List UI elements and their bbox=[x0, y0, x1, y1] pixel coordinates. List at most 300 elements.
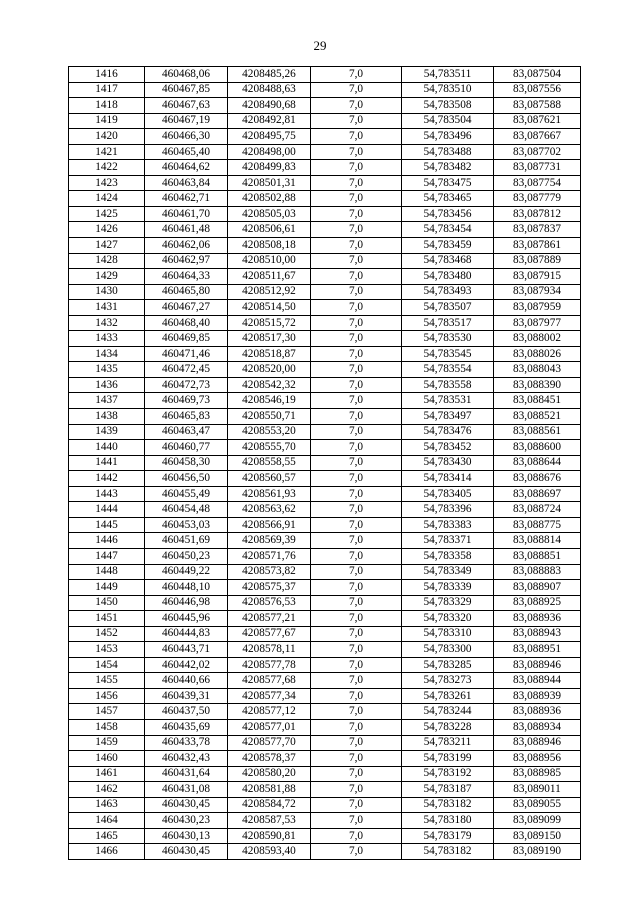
longitude-cell: 83,087934 bbox=[494, 284, 581, 300]
table-row bbox=[69, 486, 581, 502]
x-coordinate-cell: 460430,13 bbox=[145, 828, 228, 844]
value-cell: 7,0 bbox=[311, 455, 402, 471]
longitude-cell: 83,088600 bbox=[494, 440, 581, 456]
point-number-cell: 1450 bbox=[69, 595, 145, 611]
longitude-cell: 83,089055 bbox=[494, 797, 581, 813]
table-row bbox=[69, 782, 581, 798]
value-cell: 7,0 bbox=[311, 719, 402, 735]
point-number-cell: 1437 bbox=[69, 393, 145, 409]
y-coordinate-cell: 4208578,37 bbox=[228, 751, 311, 767]
y-coordinate-cell: 4208490,68 bbox=[228, 98, 311, 114]
value-cell: 7,0 bbox=[311, 440, 402, 456]
value-cell: 7,0 bbox=[311, 844, 402, 860]
latitude-cell: 54,783488 bbox=[402, 144, 494, 160]
table-row bbox=[69, 580, 581, 596]
point-number-cell: 1441 bbox=[69, 455, 145, 471]
table-row bbox=[69, 175, 581, 191]
longitude-cell: 83,088814 bbox=[494, 533, 581, 549]
longitude-cell: 83,087731 bbox=[494, 160, 581, 176]
value-cell: 7,0 bbox=[311, 113, 402, 129]
x-coordinate-cell: 460454,48 bbox=[145, 502, 228, 518]
table-row bbox=[69, 704, 581, 720]
table-row bbox=[69, 222, 581, 238]
table-row bbox=[69, 766, 581, 782]
longitude-cell: 83,087889 bbox=[494, 253, 581, 269]
table-row bbox=[69, 595, 581, 611]
x-coordinate-cell: 460464,62 bbox=[145, 160, 228, 176]
value-cell: 7,0 bbox=[311, 688, 402, 704]
table-row bbox=[69, 206, 581, 222]
point-number-cell: 1433 bbox=[69, 331, 145, 347]
value-cell: 7,0 bbox=[311, 67, 402, 83]
table-row bbox=[69, 191, 581, 207]
table-row bbox=[69, 657, 581, 673]
x-coordinate-cell: 460446,98 bbox=[145, 595, 228, 611]
y-coordinate-cell: 4208581,88 bbox=[228, 782, 311, 798]
latitude-cell: 54,783459 bbox=[402, 238, 494, 254]
latitude-cell: 54,783531 bbox=[402, 393, 494, 409]
y-coordinate-cell: 4208515,72 bbox=[228, 315, 311, 331]
x-coordinate-cell: 460463,47 bbox=[145, 424, 228, 440]
table-row bbox=[69, 393, 581, 409]
y-coordinate-cell: 4208577,12 bbox=[228, 704, 311, 720]
latitude-cell: 54,783511 bbox=[402, 67, 494, 83]
point-number-cell: 1429 bbox=[69, 269, 145, 285]
table-row bbox=[69, 471, 581, 487]
longitude-cell: 83,088951 bbox=[494, 642, 581, 658]
y-coordinate-cell: 4208488,63 bbox=[228, 82, 311, 98]
x-coordinate-cell: 460431,08 bbox=[145, 782, 228, 798]
value-cell: 7,0 bbox=[311, 704, 402, 720]
x-coordinate-cell: 460430,45 bbox=[145, 797, 228, 813]
latitude-cell: 54,783497 bbox=[402, 409, 494, 425]
point-number-cell: 1448 bbox=[69, 564, 145, 580]
table-row bbox=[69, 269, 581, 285]
x-coordinate-cell: 460431,64 bbox=[145, 766, 228, 782]
longitude-cell: 83,088002 bbox=[494, 331, 581, 347]
longitude-cell: 83,088644 bbox=[494, 455, 581, 471]
point-number-cell: 1435 bbox=[69, 362, 145, 378]
value-cell: 7,0 bbox=[311, 766, 402, 782]
table-row bbox=[69, 548, 581, 564]
x-coordinate-cell: 460463,84 bbox=[145, 175, 228, 191]
latitude-cell: 54,783349 bbox=[402, 564, 494, 580]
point-number-cell: 1455 bbox=[69, 673, 145, 689]
point-number-cell: 1452 bbox=[69, 626, 145, 642]
point-number-cell: 1447 bbox=[69, 548, 145, 564]
point-number-cell: 1432 bbox=[69, 315, 145, 331]
longitude-cell: 83,088956 bbox=[494, 751, 581, 767]
table-row bbox=[69, 533, 581, 549]
x-coordinate-cell: 460451,69 bbox=[145, 533, 228, 549]
point-number-cell: 1454 bbox=[69, 657, 145, 673]
latitude-cell: 54,783383 bbox=[402, 517, 494, 533]
value-cell: 7,0 bbox=[311, 502, 402, 518]
table-row bbox=[69, 238, 581, 254]
x-coordinate-cell: 460442,02 bbox=[145, 657, 228, 673]
point-number-cell: 1445 bbox=[69, 517, 145, 533]
latitude-cell: 54,783468 bbox=[402, 253, 494, 269]
point-number-cell: 1421 bbox=[69, 144, 145, 160]
longitude-cell: 83,087504 bbox=[494, 67, 581, 83]
point-number-cell: 1464 bbox=[69, 813, 145, 829]
y-coordinate-cell: 4208576,53 bbox=[228, 595, 311, 611]
y-coordinate-cell: 4208580,20 bbox=[228, 766, 311, 782]
value-cell: 7,0 bbox=[311, 238, 402, 254]
x-coordinate-cell: 460430,23 bbox=[145, 813, 228, 829]
point-number-cell: 1431 bbox=[69, 300, 145, 316]
x-coordinate-cell: 460465,83 bbox=[145, 409, 228, 425]
y-coordinate-cell: 4208558,55 bbox=[228, 455, 311, 471]
x-coordinate-cell: 460468,06 bbox=[145, 67, 228, 83]
longitude-cell: 83,088697 bbox=[494, 486, 581, 502]
longitude-cell: 83,088939 bbox=[494, 688, 581, 704]
table-row bbox=[69, 673, 581, 689]
point-number-cell: 1446 bbox=[69, 533, 145, 549]
x-coordinate-cell: 460433,78 bbox=[145, 735, 228, 751]
longitude-cell: 83,087915 bbox=[494, 269, 581, 285]
x-coordinate-cell: 460456,50 bbox=[145, 471, 228, 487]
longitude-cell: 83,088946 bbox=[494, 657, 581, 673]
x-coordinate-cell: 460462,06 bbox=[145, 238, 228, 254]
table-row bbox=[69, 253, 581, 269]
latitude-cell: 54,783507 bbox=[402, 300, 494, 316]
y-coordinate-cell: 4208590,81 bbox=[228, 828, 311, 844]
x-coordinate-cell: 460472,45 bbox=[145, 362, 228, 378]
longitude-cell: 83,088390 bbox=[494, 377, 581, 393]
point-number-cell: 1459 bbox=[69, 735, 145, 751]
y-coordinate-cell: 4208501,31 bbox=[228, 175, 311, 191]
point-number-cell: 1418 bbox=[69, 98, 145, 114]
point-number-cell: 1428 bbox=[69, 253, 145, 269]
table-row bbox=[69, 611, 581, 627]
y-coordinate-cell: 4208577,67 bbox=[228, 626, 311, 642]
y-coordinate-cell: 4208518,87 bbox=[228, 346, 311, 362]
value-cell: 7,0 bbox=[311, 253, 402, 269]
latitude-cell: 54,783545 bbox=[402, 346, 494, 362]
value-cell: 7,0 bbox=[311, 393, 402, 409]
point-number-cell: 1430 bbox=[69, 284, 145, 300]
latitude-cell: 54,783300 bbox=[402, 642, 494, 658]
table-row bbox=[69, 331, 581, 347]
table-row bbox=[69, 517, 581, 533]
value-cell: 7,0 bbox=[311, 175, 402, 191]
latitude-cell: 54,783228 bbox=[402, 719, 494, 735]
table-row bbox=[69, 129, 581, 145]
point-number-cell: 1416 bbox=[69, 67, 145, 83]
value-cell: 7,0 bbox=[311, 160, 402, 176]
value-cell: 7,0 bbox=[311, 284, 402, 300]
table-row bbox=[69, 626, 581, 642]
point-number-cell: 1427 bbox=[69, 238, 145, 254]
table-row bbox=[69, 813, 581, 829]
y-coordinate-cell: 4208512,92 bbox=[228, 284, 311, 300]
latitude-cell: 54,783179 bbox=[402, 828, 494, 844]
x-coordinate-cell: 460460,77 bbox=[145, 440, 228, 456]
point-number-cell: 1423 bbox=[69, 175, 145, 191]
value-cell: 7,0 bbox=[311, 642, 402, 658]
point-number-cell: 1463 bbox=[69, 797, 145, 813]
point-number-cell: 1425 bbox=[69, 206, 145, 222]
x-coordinate-cell: 460450,23 bbox=[145, 548, 228, 564]
x-coordinate-cell: 460453,03 bbox=[145, 517, 228, 533]
table-row bbox=[69, 735, 581, 751]
value-cell: 7,0 bbox=[311, 471, 402, 487]
y-coordinate-cell: 4208587,53 bbox=[228, 813, 311, 829]
table-row bbox=[69, 844, 581, 860]
value-cell: 7,0 bbox=[311, 486, 402, 502]
value-cell: 7,0 bbox=[311, 129, 402, 145]
longitude-cell: 83,088724 bbox=[494, 502, 581, 518]
table-row bbox=[69, 440, 581, 456]
x-coordinate-cell: 460437,50 bbox=[145, 704, 228, 720]
longitude-cell: 83,088946 bbox=[494, 735, 581, 751]
y-coordinate-cell: 4208508,18 bbox=[228, 238, 311, 254]
x-coordinate-cell: 460430,45 bbox=[145, 844, 228, 860]
y-coordinate-cell: 4208560,57 bbox=[228, 471, 311, 487]
coordinates-table bbox=[68, 66, 581, 860]
y-coordinate-cell: 4208510,00 bbox=[228, 253, 311, 269]
point-number-cell: 1462 bbox=[69, 782, 145, 798]
longitude-cell: 83,087667 bbox=[494, 129, 581, 145]
table-row bbox=[69, 113, 581, 129]
x-coordinate-cell: 460435,69 bbox=[145, 719, 228, 735]
latitude-cell: 54,783482 bbox=[402, 160, 494, 176]
latitude-cell: 54,783496 bbox=[402, 129, 494, 145]
value-cell: 7,0 bbox=[311, 828, 402, 844]
y-coordinate-cell: 4208498,00 bbox=[228, 144, 311, 160]
table-row bbox=[69, 828, 581, 844]
longitude-cell: 83,087754 bbox=[494, 175, 581, 191]
longitude-cell: 83,089099 bbox=[494, 813, 581, 829]
y-coordinate-cell: 4208578,11 bbox=[228, 642, 311, 658]
value-cell: 7,0 bbox=[311, 315, 402, 331]
x-coordinate-cell: 460469,73 bbox=[145, 393, 228, 409]
latitude-cell: 54,783396 bbox=[402, 502, 494, 518]
table-row bbox=[69, 502, 581, 518]
x-coordinate-cell: 460444,83 bbox=[145, 626, 228, 642]
longitude-cell: 83,088043 bbox=[494, 362, 581, 378]
y-coordinate-cell: 4208571,76 bbox=[228, 548, 311, 564]
longitude-cell: 83,088907 bbox=[494, 580, 581, 596]
point-number-cell: 1451 bbox=[69, 611, 145, 627]
longitude-cell: 83,087812 bbox=[494, 206, 581, 222]
x-coordinate-cell: 460445,96 bbox=[145, 611, 228, 627]
longitude-cell: 83,088925 bbox=[494, 595, 581, 611]
x-coordinate-cell: 460467,19 bbox=[145, 113, 228, 129]
y-coordinate-cell: 4208577,70 bbox=[228, 735, 311, 751]
longitude-cell: 83,087959 bbox=[494, 300, 581, 316]
point-number-cell: 1458 bbox=[69, 719, 145, 735]
latitude-cell: 54,783320 bbox=[402, 611, 494, 627]
latitude-cell: 54,783508 bbox=[402, 98, 494, 114]
value-cell: 7,0 bbox=[311, 595, 402, 611]
point-number-cell: 1422 bbox=[69, 160, 145, 176]
latitude-cell: 54,783554 bbox=[402, 362, 494, 378]
table-row bbox=[69, 98, 581, 114]
value-cell: 7,0 bbox=[311, 548, 402, 564]
y-coordinate-cell: 4208566,91 bbox=[228, 517, 311, 533]
longitude-cell: 83,087702 bbox=[494, 144, 581, 160]
y-coordinate-cell: 4208577,78 bbox=[228, 657, 311, 673]
longitude-cell: 83,088851 bbox=[494, 548, 581, 564]
longitude-cell: 83,088883 bbox=[494, 564, 581, 580]
value-cell: 7,0 bbox=[311, 377, 402, 393]
point-number-cell: 1457 bbox=[69, 704, 145, 720]
longitude-cell: 83,088936 bbox=[494, 611, 581, 627]
latitude-cell: 54,783476 bbox=[402, 424, 494, 440]
latitude-cell: 54,783430 bbox=[402, 455, 494, 471]
latitude-cell: 54,783371 bbox=[402, 533, 494, 549]
longitude-cell: 83,088985 bbox=[494, 766, 581, 782]
y-coordinate-cell: 4208546,19 bbox=[228, 393, 311, 409]
x-coordinate-cell: 460440,66 bbox=[145, 673, 228, 689]
longitude-cell: 83,089190 bbox=[494, 844, 581, 860]
value-cell: 7,0 bbox=[311, 346, 402, 362]
longitude-cell: 83,089150 bbox=[494, 828, 581, 844]
y-coordinate-cell: 4208563,62 bbox=[228, 502, 311, 518]
point-number-cell: 1419 bbox=[69, 113, 145, 129]
table-row bbox=[69, 751, 581, 767]
latitude-cell: 54,783187 bbox=[402, 782, 494, 798]
y-coordinate-cell: 4208577,34 bbox=[228, 688, 311, 704]
table-row bbox=[69, 424, 581, 440]
longitude-cell: 83,087621 bbox=[494, 113, 581, 129]
x-coordinate-cell: 460464,33 bbox=[145, 269, 228, 285]
point-number-cell: 1440 bbox=[69, 440, 145, 456]
latitude-cell: 54,783517 bbox=[402, 315, 494, 331]
point-number-cell: 1456 bbox=[69, 688, 145, 704]
value-cell: 7,0 bbox=[311, 611, 402, 627]
latitude-cell: 54,783199 bbox=[402, 751, 494, 767]
y-coordinate-cell: 4208577,01 bbox=[228, 719, 311, 735]
latitude-cell: 54,783465 bbox=[402, 191, 494, 207]
longitude-cell: 83,087779 bbox=[494, 191, 581, 207]
table-row bbox=[69, 284, 581, 300]
latitude-cell: 54,783182 bbox=[402, 797, 494, 813]
longitude-cell: 83,088676 bbox=[494, 471, 581, 487]
latitude-cell: 54,783405 bbox=[402, 486, 494, 502]
latitude-cell: 54,783180 bbox=[402, 813, 494, 829]
value-cell: 7,0 bbox=[311, 409, 402, 425]
point-number-cell: 1460 bbox=[69, 751, 145, 767]
y-coordinate-cell: 4208573,82 bbox=[228, 564, 311, 580]
y-coordinate-cell: 4208561,93 bbox=[228, 486, 311, 502]
y-coordinate-cell: 4208492,81 bbox=[228, 113, 311, 129]
x-coordinate-cell: 460465,80 bbox=[145, 284, 228, 300]
y-coordinate-cell: 4208584,72 bbox=[228, 797, 311, 813]
latitude-cell: 54,783339 bbox=[402, 580, 494, 596]
table-row bbox=[69, 564, 581, 580]
y-coordinate-cell: 4208593,40 bbox=[228, 844, 311, 860]
point-number-cell: 1461 bbox=[69, 766, 145, 782]
point-number-cell: 1444 bbox=[69, 502, 145, 518]
latitude-cell: 54,783493 bbox=[402, 284, 494, 300]
longitude-cell: 83,088944 bbox=[494, 673, 581, 689]
longitude-cell: 83,088561 bbox=[494, 424, 581, 440]
x-coordinate-cell: 460458,30 bbox=[145, 455, 228, 471]
point-number-cell: 1439 bbox=[69, 424, 145, 440]
value-cell: 7,0 bbox=[311, 191, 402, 207]
longitude-cell: 83,089011 bbox=[494, 782, 581, 798]
point-number-cell: 1465 bbox=[69, 828, 145, 844]
x-coordinate-cell: 460466,30 bbox=[145, 129, 228, 145]
latitude-cell: 54,783192 bbox=[402, 766, 494, 782]
y-coordinate-cell: 4208555,70 bbox=[228, 440, 311, 456]
latitude-cell: 54,783182 bbox=[402, 844, 494, 860]
point-number-cell: 1426 bbox=[69, 222, 145, 238]
y-coordinate-cell: 4208542,32 bbox=[228, 377, 311, 393]
y-coordinate-cell: 4208485,26 bbox=[228, 67, 311, 83]
x-coordinate-cell: 460443,71 bbox=[145, 642, 228, 658]
table-row bbox=[69, 67, 581, 83]
value-cell: 7,0 bbox=[311, 362, 402, 378]
table-row bbox=[69, 797, 581, 813]
latitude-cell: 54,783504 bbox=[402, 113, 494, 129]
latitude-cell: 54,783310 bbox=[402, 626, 494, 642]
point-number-cell: 1436 bbox=[69, 377, 145, 393]
latitude-cell: 54,783273 bbox=[402, 673, 494, 689]
value-cell: 7,0 bbox=[311, 98, 402, 114]
latitude-cell: 54,783329 bbox=[402, 595, 494, 611]
point-number-cell: 1417 bbox=[69, 82, 145, 98]
longitude-cell: 83,088936 bbox=[494, 704, 581, 720]
point-number-cell: 1434 bbox=[69, 346, 145, 362]
value-cell: 7,0 bbox=[311, 424, 402, 440]
coordinates-table-body bbox=[69, 67, 581, 860]
value-cell: 7,0 bbox=[311, 626, 402, 642]
x-coordinate-cell: 460465,40 bbox=[145, 144, 228, 160]
x-coordinate-cell: 460448,10 bbox=[145, 580, 228, 596]
latitude-cell: 54,783414 bbox=[402, 471, 494, 487]
value-cell: 7,0 bbox=[311, 331, 402, 347]
y-coordinate-cell: 4208569,39 bbox=[228, 533, 311, 549]
longitude-cell: 83,088775 bbox=[494, 517, 581, 533]
value-cell: 7,0 bbox=[311, 533, 402, 549]
value-cell: 7,0 bbox=[311, 82, 402, 98]
y-coordinate-cell: 4208514,50 bbox=[228, 300, 311, 316]
value-cell: 7,0 bbox=[311, 782, 402, 798]
x-coordinate-cell: 460461,70 bbox=[145, 206, 228, 222]
point-number-cell: 1449 bbox=[69, 580, 145, 596]
y-coordinate-cell: 4208517,30 bbox=[228, 331, 311, 347]
value-cell: 7,0 bbox=[311, 813, 402, 829]
longitude-cell: 83,087977 bbox=[494, 315, 581, 331]
y-coordinate-cell: 4208577,21 bbox=[228, 611, 311, 627]
value-cell: 7,0 bbox=[311, 564, 402, 580]
latitude-cell: 54,783558 bbox=[402, 377, 494, 393]
longitude-cell: 83,087861 bbox=[494, 238, 581, 254]
point-number-cell: 1438 bbox=[69, 409, 145, 425]
table-row bbox=[69, 300, 581, 316]
y-coordinate-cell: 4208577,68 bbox=[228, 673, 311, 689]
y-coordinate-cell: 4208506,61 bbox=[228, 222, 311, 238]
page-number: 29 bbox=[313, 38, 327, 53]
x-coordinate-cell: 460461,48 bbox=[145, 222, 228, 238]
x-coordinate-cell: 460467,27 bbox=[145, 300, 228, 316]
y-coordinate-cell: 4208505,03 bbox=[228, 206, 311, 222]
value-cell: 7,0 bbox=[311, 657, 402, 673]
x-coordinate-cell: 460472,73 bbox=[145, 377, 228, 393]
table-row bbox=[69, 719, 581, 735]
table-row bbox=[69, 346, 581, 362]
latitude-cell: 54,783452 bbox=[402, 440, 494, 456]
table-row bbox=[69, 362, 581, 378]
y-coordinate-cell: 4208502,88 bbox=[228, 191, 311, 207]
value-cell: 7,0 bbox=[311, 735, 402, 751]
longitude-cell: 83,087837 bbox=[494, 222, 581, 238]
x-coordinate-cell: 460462,97 bbox=[145, 253, 228, 269]
